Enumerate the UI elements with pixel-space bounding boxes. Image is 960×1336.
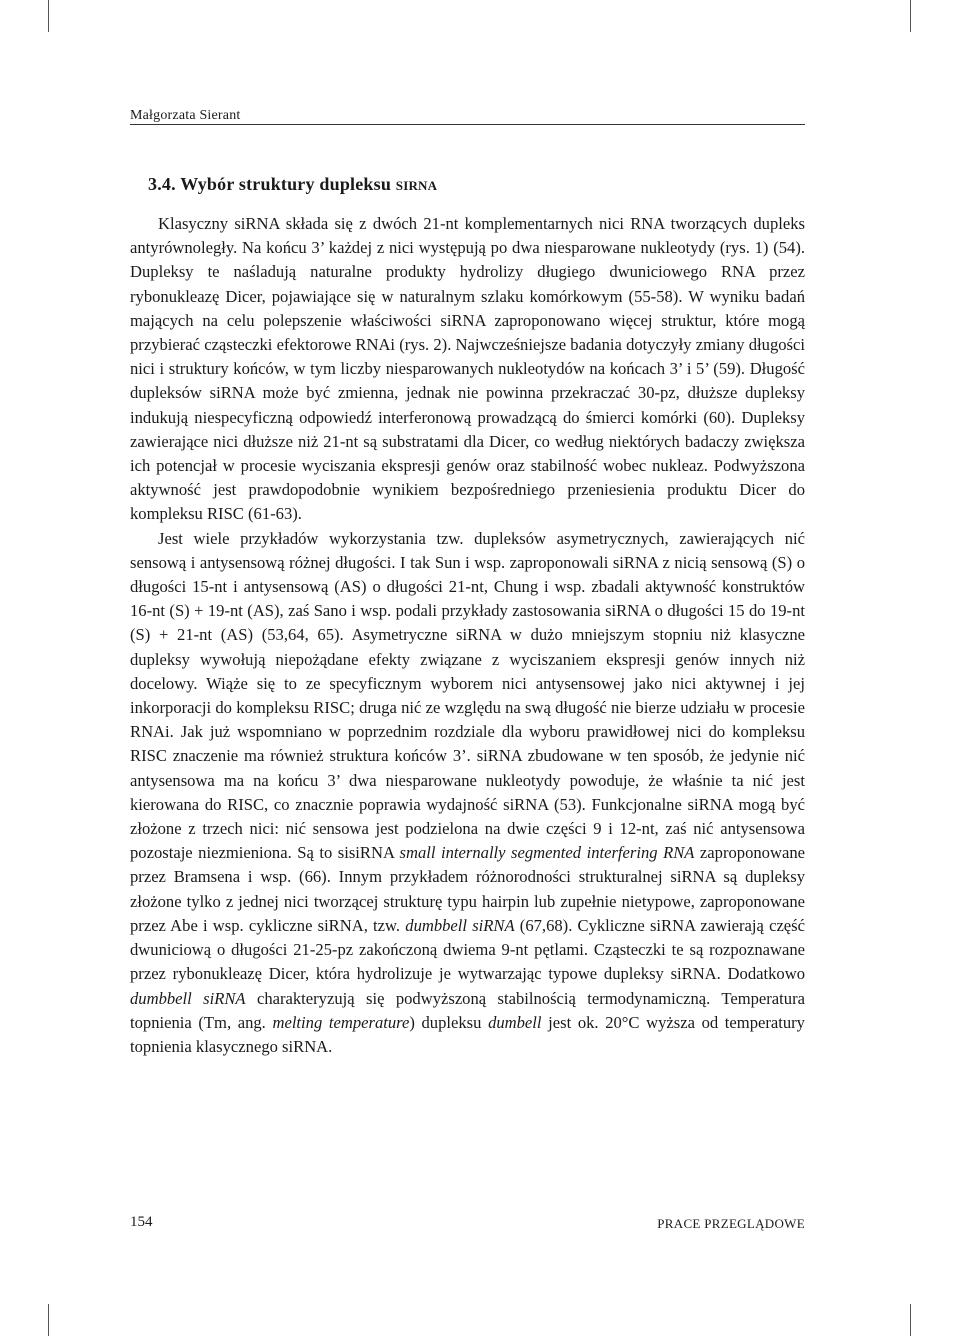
crop-mark: [48, 1304, 49, 1336]
body-text: [130, 212, 805, 1059]
paragraph-2: [130, 527, 805, 1059]
journal-name: PRACE PRZEGLĄDOWE: [657, 1216, 805, 1231]
text-run: (67,68). Cykliczne siRNA zawierają część dwuniciową o długości 21-25-pz zakończoną dwiema 9-nt pętlami. Cząsteczki te są rozpoznawane przez rybonukleazę Dicer, która hydrolizuje je wytwarzając typowe dupleksy siRNA. Dodatkowo: [130, 915, 805, 984]
crop-mark: [48, 0, 49, 32]
crop-mark: [910, 0, 911, 32]
italic-term: melting temperature: [272, 1012, 410, 1032]
running-header: Małgorzata Sierant: [130, 108, 241, 123]
section-title-text: Wybór struktury dupleksu: [180, 174, 392, 194]
section-number: 3.4.: [148, 174, 176, 194]
section-title-term: sirna: [395, 174, 438, 194]
italic-term: dumbbell siRNA: [405, 915, 515, 935]
paragraph-1: [130, 212, 805, 527]
section-title: [148, 174, 437, 195]
text-run: Klasyczny siRNA składa się z dwóch 21-nt komplementarnych nici RNA tworzących dupleks antyrównoległy. Na końcu 3’ każdej z nici występują po dwa niesparowane nukleotydy (rys. 1) (54). Dupleksy te naśladują naturalne produkty hydrolizy długiego dwuniciowego RNA przez rybonukleazę Dicer, pojawiające się w naturalnym szlaku komórkowym (55-58). W wyniku badań mających na celu polepszenie właściwości siRNA zaproponowano więcej struktur, które mogą przybierać cząsteczki efektorowe RNAi (rys. 2). Najwcześniejsze badania dotyczyły zmiany długości nici i struktury końców, w tym liczby niesparowanych nukleotydów na końcach 3’ i 5’ (59). Długość dupleksów siRNA może być zmienna, jednak nie powinna przekraczać 30-pz, dłuższe dupleksy indukują niespecyficzną odpowiedź interferonową prowadzącą do śmierci komórki (60). Dupleksy zawierające nici dłuższe niż 21-nt są substratami dla Dicer, co według niektórych badaczy zwiększa ich potencjał w procesie wyciszania ekspresji genów oraz stabilność wobec nukleaz. Podwyższona aktywność jest prawdopodobnie wynikiem bezpośredniego przeniesienia produktu Dicer do kompleksu RISC (61-63).: [130, 214, 805, 524]
crop-mark: [910, 1304, 911, 1336]
italic-term: dumbell: [488, 1012, 542, 1032]
page-number: 154: [130, 1214, 153, 1230]
text-run: jest ok. 20°C wyższa od temperatury topnienia klasycznego siRNA.: [130, 1012, 805, 1056]
italic-term: dumbbell siRNA: [130, 988, 246, 1008]
header-rule: [130, 124, 805, 125]
text-run: ) dupleksu: [409, 1012, 489, 1032]
text-run: zaproponowane przez Bramsena i wsp. (66). Innym przykładem różnorodności strukturalnej siRNA są dupleksy złożone tylko z jednej nici tworzącej strukturę typu hairpin lub zupełnie nietypowe, zaproponowane przez Abe i wsp. cykliczne siRNA, tzw.: [130, 843, 805, 935]
text-run: charakteryzują się podwyższoną stabilnością termodynamiczną. Temperatura topnienia (Tm, ang.: [130, 988, 805, 1032]
italic-term: small internally segmented interfering RNA: [399, 843, 695, 863]
text-run: Jest wiele przykładów wykorzystania tzw. dupleksów asymetrycznych, zawierających nić sensową i antysensową różnej długości. I tak Sun i wsp. zaproponowali siRNA z nicią sensową (S) o długości 15-nt i antysensową (AS) o długości 21-nt, Chung i wsp. zbadali aktywność konstruktów 16-nt (S) + 19-nt (AS), zaś Sano i wsp. podali przykłady zastosowania siRNA o długości 15 do 19-nt (S) + 21-nt (AS) (53,64, 65). Asymetryczne siRNA w dużo mniejszym stopniu niż klasyczne dupleksy wywołują niepożądane efekty związane z wyciszaniem ekspresji genów innych niż docelowy. Wiąże się to ze specyficznym wyborem nici antysensowej jako nici aktywnej i jej inkorporacji do kompleksu RISC; druga nić ze względu na swą długość nie bierze udziału w procesie RNAi. Jak już wspomniano w poprzednim rozdziale dla wyboru prawidłowej nici do kompleksu RISC znaczenie ma również struktura końców 3’. siRNA zbudowane w ten sposób, że jedynie nić antysensowa ma na końcu 3’ dwa niesparowane nukleotydy powoduje, że właśnie ta nić jest kierowana do RISC, co znacznie poprawia wydajność siRNA (53). Funkcjonalne siRNA mogą być złożone z trzech nici: nić sensowa jest podzielona na dwie części 9 i 12-nt, zaś nić antysensowa pozostaje niezmieniona. Są to sisiRNA: [130, 528, 805, 863]
